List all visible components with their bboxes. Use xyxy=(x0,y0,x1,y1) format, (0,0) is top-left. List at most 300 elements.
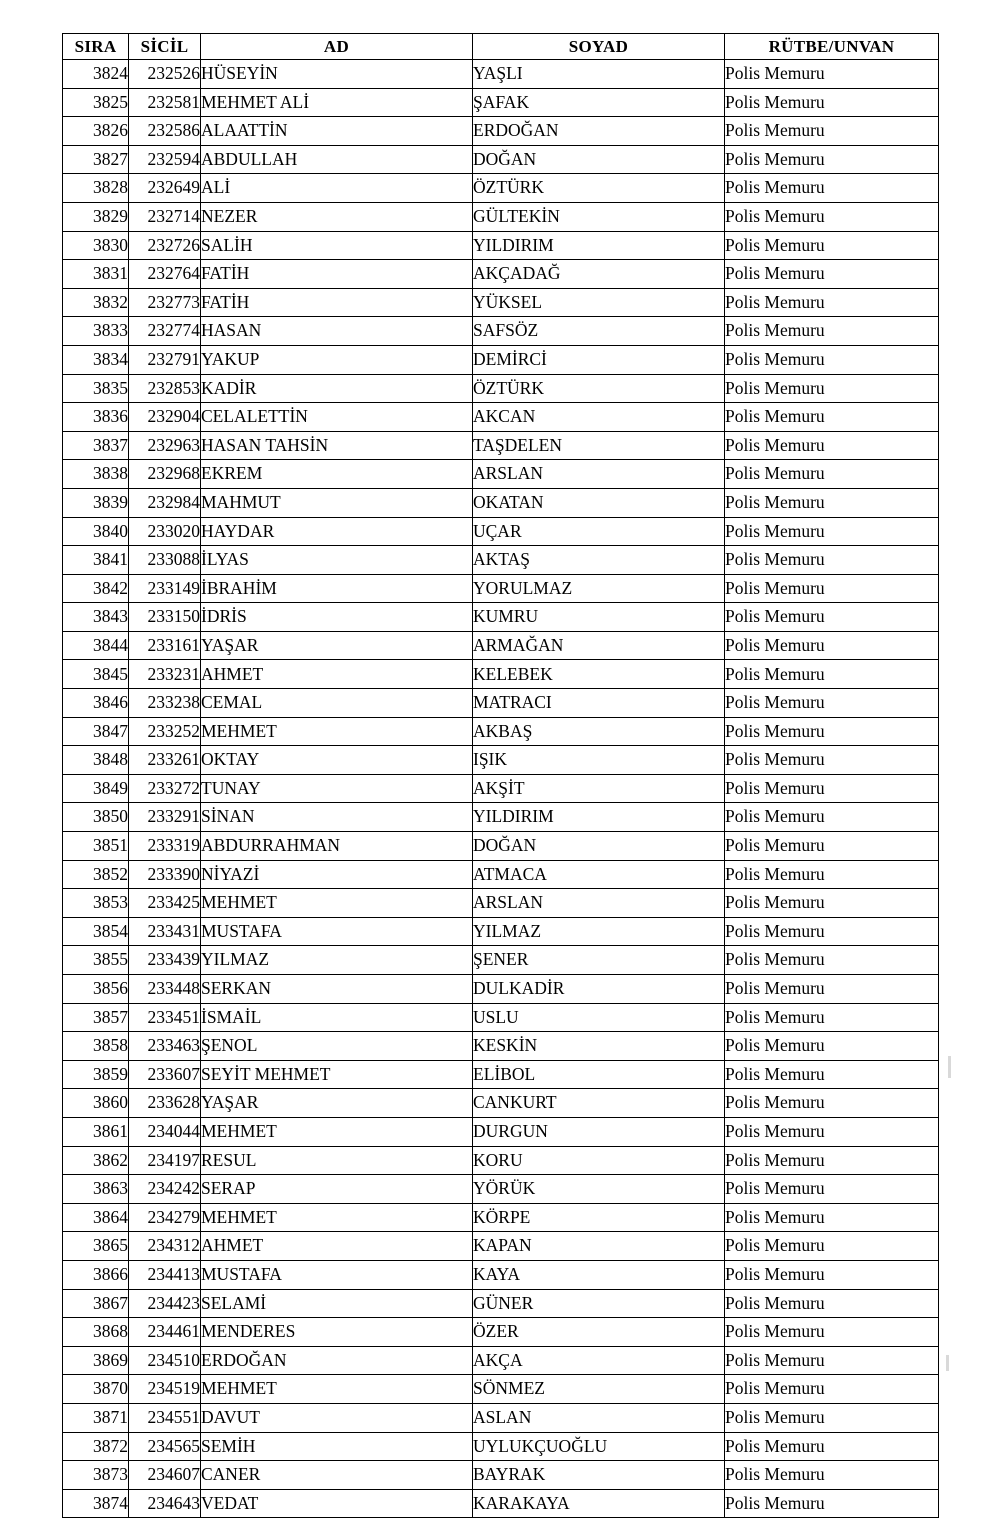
cell-sira: 3842 xyxy=(63,574,129,603)
table-row xyxy=(63,546,939,575)
cell-rutbe: Polis Memuru xyxy=(725,1289,939,1318)
table-row xyxy=(63,746,939,775)
cell-ad: HASAN TAHSİN xyxy=(201,431,473,460)
cell-ad: AHMET xyxy=(201,660,473,689)
cell-ad: MUSTAFA xyxy=(201,1260,473,1289)
cell-sira: 3852 xyxy=(63,860,129,889)
cell-soyad: GÜLTEKİN xyxy=(473,202,725,231)
cell-rutbe: Polis Memuru xyxy=(725,546,939,575)
cell-soyad: ÖZTÜRK xyxy=(473,374,725,403)
cell-soyad: IŞIK xyxy=(473,746,725,775)
cell-sicil: 233291 xyxy=(129,803,201,832)
table-row xyxy=(63,1375,939,1404)
cell-ad: ŞENOL xyxy=(201,1032,473,1061)
cell-sicil: 232963 xyxy=(129,431,201,460)
cell-sira: 3859 xyxy=(63,1060,129,1089)
cell-sira: 3873 xyxy=(63,1461,129,1490)
cell-sicil: 233150 xyxy=(129,603,201,632)
cell-soyad: YILMAZ xyxy=(473,917,725,946)
cell-soyad: AKÇA xyxy=(473,1346,725,1375)
cell-soyad: YILDIRIM xyxy=(473,803,725,832)
cell-ad: YAKUP xyxy=(201,345,473,374)
cell-ad: SELAMİ xyxy=(201,1289,473,1318)
cell-sira: 3865 xyxy=(63,1232,129,1261)
cell-rutbe: Polis Memuru xyxy=(725,832,939,861)
cell-sira: 3856 xyxy=(63,975,129,1004)
roster-table xyxy=(62,33,939,1518)
cell-sicil: 232904 xyxy=(129,403,201,432)
table-row xyxy=(63,60,939,89)
cell-rutbe: Polis Memuru xyxy=(725,88,939,117)
cell-rutbe: Polis Memuru xyxy=(725,231,939,260)
cell-ad: ALİ xyxy=(201,174,473,203)
cell-ad: RESUL xyxy=(201,1146,473,1175)
cell-soyad: ERDOĞAN xyxy=(473,117,725,146)
table-row xyxy=(63,374,939,403)
cell-ad: SERKAN xyxy=(201,975,473,1004)
table-row xyxy=(63,803,939,832)
table-row xyxy=(63,1089,939,1118)
cell-soyad: DOĞAN xyxy=(473,145,725,174)
cell-ad: SALİH xyxy=(201,231,473,260)
cell-sira: 3869 xyxy=(63,1346,129,1375)
cell-ad: TUNAY xyxy=(201,774,473,803)
cell-rutbe: Polis Memuru xyxy=(725,431,939,460)
cell-sira: 3828 xyxy=(63,174,129,203)
cell-sira: 3834 xyxy=(63,345,129,374)
cell-sicil: 232773 xyxy=(129,288,201,317)
cell-soyad: DEMİRCİ xyxy=(473,345,725,374)
cell-sira: 3860 xyxy=(63,1089,129,1118)
cell-ad: MUSTAFA xyxy=(201,917,473,946)
cell-sira: 3849 xyxy=(63,774,129,803)
cell-ad: İDRİS xyxy=(201,603,473,632)
column-header-soyad: SOYAD xyxy=(473,34,725,60)
cell-rutbe: Polis Memuru xyxy=(725,717,939,746)
cell-soyad: YAŞLI xyxy=(473,60,725,89)
cell-ad: SİNAN xyxy=(201,803,473,832)
cell-sicil: 233431 xyxy=(129,917,201,946)
cell-sira: 3833 xyxy=(63,317,129,346)
cell-sicil: 233390 xyxy=(129,860,201,889)
cell-sicil: 234413 xyxy=(129,1260,201,1289)
cell-sicil: 233231 xyxy=(129,660,201,689)
cell-soyad: CANKURT xyxy=(473,1089,725,1118)
cell-ad: ABDULLAH xyxy=(201,145,473,174)
cell-soyad: KORU xyxy=(473,1146,725,1175)
cell-rutbe: Polis Memuru xyxy=(725,803,939,832)
cell-sira: 3872 xyxy=(63,1432,129,1461)
table-row xyxy=(63,689,939,718)
table-row xyxy=(63,260,939,289)
cell-soyad: MATRACI xyxy=(473,689,725,718)
cell-sira: 3862 xyxy=(63,1146,129,1175)
cell-sira: 3867 xyxy=(63,1289,129,1318)
table-row xyxy=(63,631,939,660)
table-row xyxy=(63,345,939,374)
table-row xyxy=(63,832,939,861)
cell-ad: FATİH xyxy=(201,260,473,289)
cell-sira: 3836 xyxy=(63,403,129,432)
cell-sicil: 234607 xyxy=(129,1461,201,1490)
cell-sicil: 232586 xyxy=(129,117,201,146)
cell-soyad: KELEBEK xyxy=(473,660,725,689)
cell-sira: 3853 xyxy=(63,889,129,918)
cell-soyad: KÖRPE xyxy=(473,1203,725,1232)
table-row xyxy=(63,1403,939,1432)
table-row xyxy=(63,231,939,260)
table-row xyxy=(63,288,939,317)
cell-ad: YILMAZ xyxy=(201,946,473,975)
cell-rutbe: Polis Memuru xyxy=(725,946,939,975)
cell-rutbe: Polis Memuru xyxy=(725,1203,939,1232)
cell-rutbe: Polis Memuru xyxy=(725,145,939,174)
cell-soyad: YÜKSEL xyxy=(473,288,725,317)
cell-ad: İSMAİL xyxy=(201,1003,473,1032)
cell-sicil: 234197 xyxy=(129,1146,201,1175)
column-header-rutbe: RÜTBE/UNVAN xyxy=(725,34,939,60)
cell-sira: 3863 xyxy=(63,1175,129,1204)
cell-sira: 3827 xyxy=(63,145,129,174)
cell-soyad: ÖZER xyxy=(473,1318,725,1347)
table-row xyxy=(63,1432,939,1461)
cell-sicil: 233451 xyxy=(129,1003,201,1032)
cell-sira: 3874 xyxy=(63,1489,129,1518)
cell-rutbe: Polis Memuru xyxy=(725,374,939,403)
table-row xyxy=(63,975,939,1004)
cell-sicil: 234565 xyxy=(129,1432,201,1461)
cell-rutbe: Polis Memuru xyxy=(725,260,939,289)
cell-soyad: OKATAN xyxy=(473,488,725,517)
cell-sicil: 233439 xyxy=(129,946,201,975)
cell-sicil: 232853 xyxy=(129,374,201,403)
cell-ad: EKREM xyxy=(201,460,473,489)
cell-rutbe: Polis Memuru xyxy=(725,288,939,317)
cell-soyad: AKŞİT xyxy=(473,774,725,803)
cell-soyad: DULKADİR xyxy=(473,975,725,1004)
table-row xyxy=(63,1489,939,1518)
cell-soyad: ASLAN xyxy=(473,1403,725,1432)
cell-soyad: TAŞDELEN xyxy=(473,431,725,460)
cell-sicil: 232968 xyxy=(129,460,201,489)
cell-soyad: AKÇADAĞ xyxy=(473,260,725,289)
cell-rutbe: Polis Memuru xyxy=(725,1175,939,1204)
cell-sira: 3845 xyxy=(63,660,129,689)
cell-rutbe: Polis Memuru xyxy=(725,345,939,374)
table-row xyxy=(63,117,939,146)
cell-sicil: 234279 xyxy=(129,1203,201,1232)
cell-ad: İBRAHİM xyxy=(201,574,473,603)
cell-sicil: 233628 xyxy=(129,1089,201,1118)
table-row xyxy=(63,1003,939,1032)
cell-soyad: AKCAN xyxy=(473,403,725,432)
cell-ad: CELALETTİN xyxy=(201,403,473,432)
cell-sira: 3843 xyxy=(63,603,129,632)
cell-sira: 3830 xyxy=(63,231,129,260)
cell-ad: MENDERES xyxy=(201,1318,473,1347)
table-row xyxy=(63,574,939,603)
cell-sicil: 234423 xyxy=(129,1289,201,1318)
cell-sira: 3824 xyxy=(63,60,129,89)
cell-sira: 3868 xyxy=(63,1318,129,1347)
cell-rutbe: Polis Memuru xyxy=(725,689,939,718)
table-row xyxy=(63,660,939,689)
table-row xyxy=(63,1175,939,1204)
table-row xyxy=(63,317,939,346)
cell-ad: AHMET xyxy=(201,1232,473,1261)
table-row xyxy=(63,1203,939,1232)
cell-sira: 3858 xyxy=(63,1032,129,1061)
cell-ad: HAYDAR xyxy=(201,517,473,546)
cell-sicil: 232791 xyxy=(129,345,201,374)
cell-ad: FATİH xyxy=(201,288,473,317)
cell-rutbe: Polis Memuru xyxy=(725,1032,939,1061)
cell-sira: 3851 xyxy=(63,832,129,861)
cell-sira: 3838 xyxy=(63,460,129,489)
cell-sicil: 234242 xyxy=(129,1175,201,1204)
cell-sira: 3854 xyxy=(63,917,129,946)
cell-sicil: 233238 xyxy=(129,689,201,718)
cell-sira: 3835 xyxy=(63,374,129,403)
cell-rutbe: Polis Memuru xyxy=(725,1060,939,1089)
cell-ad: NİYAZİ xyxy=(201,860,473,889)
cell-ad: MEHMET xyxy=(201,889,473,918)
cell-rutbe: Polis Memuru xyxy=(725,1432,939,1461)
cell-sira: 3866 xyxy=(63,1260,129,1289)
cell-soyad: KAPAN xyxy=(473,1232,725,1261)
cell-soyad: SÖNMEZ xyxy=(473,1375,725,1404)
cell-sira: 3825 xyxy=(63,88,129,117)
cell-rutbe: Polis Memuru xyxy=(725,403,939,432)
cell-soyad: ELİBOL xyxy=(473,1060,725,1089)
cell-sira: 3847 xyxy=(63,717,129,746)
table-row xyxy=(63,1346,939,1375)
cell-rutbe: Polis Memuru xyxy=(725,631,939,660)
cell-soyad: DURGUN xyxy=(473,1117,725,1146)
cell-ad: KADİR xyxy=(201,374,473,403)
cell-soyad: GÜNER xyxy=(473,1289,725,1318)
cell-rutbe: Polis Memuru xyxy=(725,1461,939,1490)
cell-sicil: 232774 xyxy=(129,317,201,346)
cell-ad: ALAATTİN xyxy=(201,117,473,146)
cell-sicil: 232594 xyxy=(129,145,201,174)
cell-sira: 3848 xyxy=(63,746,129,775)
cell-ad: SERAP xyxy=(201,1175,473,1204)
table-row xyxy=(63,202,939,231)
table-row xyxy=(63,1032,939,1061)
cell-sicil: 233319 xyxy=(129,832,201,861)
cell-ad: ABDURRAHMAN xyxy=(201,832,473,861)
cell-ad: ERDOĞAN xyxy=(201,1346,473,1375)
table-row xyxy=(63,517,939,546)
cell-sira: 3864 xyxy=(63,1203,129,1232)
cell-sira: 3841 xyxy=(63,546,129,575)
cell-sira: 3857 xyxy=(63,1003,129,1032)
cell-soyad: KARAKAYA xyxy=(473,1489,725,1518)
cell-soyad: ŞAFAK xyxy=(473,88,725,117)
cell-soyad: BAYRAK xyxy=(473,1461,725,1490)
table-row xyxy=(63,460,939,489)
cell-rutbe: Polis Memuru xyxy=(725,202,939,231)
cell-sicil: 233149 xyxy=(129,574,201,603)
cell-soyad: ÖZTÜRK xyxy=(473,174,725,203)
cell-sicil: 234510 xyxy=(129,1346,201,1375)
cell-rutbe: Polis Memuru xyxy=(725,1403,939,1432)
table-row xyxy=(63,1232,939,1261)
cell-soyad: AKBAŞ xyxy=(473,717,725,746)
table-row xyxy=(63,889,939,918)
cell-sira: 3831 xyxy=(63,260,129,289)
cell-ad: İLYAS xyxy=(201,546,473,575)
table-row xyxy=(63,145,939,174)
document-page xyxy=(62,33,938,1518)
cell-ad: NEZER xyxy=(201,202,473,231)
table-row xyxy=(63,1060,939,1089)
cell-sira: 3861 xyxy=(63,1117,129,1146)
cell-rutbe: Polis Memuru xyxy=(725,746,939,775)
cell-ad: HÜSEYİN xyxy=(201,60,473,89)
cell-sicil: 232984 xyxy=(129,488,201,517)
cell-sira: 3855 xyxy=(63,946,129,975)
cell-ad: YAŞAR xyxy=(201,631,473,660)
table-row xyxy=(63,1318,939,1347)
scan-artifact xyxy=(948,1056,951,1078)
cell-rutbe: Polis Memuru xyxy=(725,917,939,946)
cell-sicil: 234519 xyxy=(129,1375,201,1404)
cell-sira: 3844 xyxy=(63,631,129,660)
cell-ad: VEDAT xyxy=(201,1489,473,1518)
table-row xyxy=(63,88,939,117)
cell-ad: MEHMET xyxy=(201,1203,473,1232)
cell-sicil: 232714 xyxy=(129,202,201,231)
cell-soyad: ŞENER xyxy=(473,946,725,975)
table-row xyxy=(63,174,939,203)
cell-sicil: 233463 xyxy=(129,1032,201,1061)
table-row xyxy=(63,603,939,632)
cell-soyad: YÖRÜK xyxy=(473,1175,725,1204)
table-row xyxy=(63,1146,939,1175)
cell-soyad: ARSLAN xyxy=(473,889,725,918)
cell-rutbe: Polis Memuru xyxy=(725,889,939,918)
cell-sira: 3850 xyxy=(63,803,129,832)
cell-rutbe: Polis Memuru xyxy=(725,1117,939,1146)
cell-rutbe: Polis Memuru xyxy=(725,975,939,1004)
table-row xyxy=(63,774,939,803)
table-row xyxy=(63,431,939,460)
table-row xyxy=(63,917,939,946)
cell-sira: 3829 xyxy=(63,202,129,231)
column-header-sira: SIRA xyxy=(63,34,129,60)
cell-rutbe: Polis Memuru xyxy=(725,860,939,889)
table-row xyxy=(63,1117,939,1146)
cell-sicil: 233088 xyxy=(129,546,201,575)
cell-ad: MAHMUT xyxy=(201,488,473,517)
table-row xyxy=(63,717,939,746)
cell-sira: 3832 xyxy=(63,288,129,317)
cell-ad: CANER xyxy=(201,1461,473,1490)
cell-ad: YAŞAR xyxy=(201,1089,473,1118)
cell-sicil: 234551 xyxy=(129,1403,201,1432)
cell-ad: SEMİH xyxy=(201,1432,473,1461)
cell-rutbe: Polis Memuru xyxy=(725,1489,939,1518)
cell-sicil: 233020 xyxy=(129,517,201,546)
table-row xyxy=(63,488,939,517)
column-header-sicil: SİCİL xyxy=(129,34,201,60)
cell-sicil: 232581 xyxy=(129,88,201,117)
cell-rutbe: Polis Memuru xyxy=(725,1346,939,1375)
cell-rutbe: Polis Memuru xyxy=(725,1003,939,1032)
cell-sicil: 233425 xyxy=(129,889,201,918)
table-row xyxy=(63,403,939,432)
cell-rutbe: Polis Memuru xyxy=(725,1260,939,1289)
cell-sicil: 234044 xyxy=(129,1117,201,1146)
cell-rutbe: Polis Memuru xyxy=(725,1146,939,1175)
cell-soyad: ARMAĞAN xyxy=(473,631,725,660)
cell-rutbe: Polis Memuru xyxy=(725,460,939,489)
cell-rutbe: Polis Memuru xyxy=(725,1089,939,1118)
cell-ad: OKTAY xyxy=(201,746,473,775)
cell-sicil: 232726 xyxy=(129,231,201,260)
cell-sira: 3871 xyxy=(63,1403,129,1432)
cell-rutbe: Polis Memuru xyxy=(725,1375,939,1404)
table-row xyxy=(63,860,939,889)
cell-sicil: 232526 xyxy=(129,60,201,89)
cell-soyad: KUMRU xyxy=(473,603,725,632)
cell-sira: 3840 xyxy=(63,517,129,546)
cell-soyad: SAFSÖZ xyxy=(473,317,725,346)
cell-soyad: USLU xyxy=(473,1003,725,1032)
cell-sira: 3846 xyxy=(63,689,129,718)
cell-rutbe: Polis Memuru xyxy=(725,174,939,203)
cell-ad: SEYİT MEHMET xyxy=(201,1060,473,1089)
cell-sira: 3839 xyxy=(63,488,129,517)
cell-ad: DAVUT xyxy=(201,1403,473,1432)
cell-soyad: KAYA xyxy=(473,1260,725,1289)
cell-sicil: 234643 xyxy=(129,1489,201,1518)
cell-soyad: UÇAR xyxy=(473,517,725,546)
cell-sicil: 233448 xyxy=(129,975,201,1004)
cell-rutbe: Polis Memuru xyxy=(725,117,939,146)
column-header-ad: AD xyxy=(201,34,473,60)
cell-ad: MEHMET ALİ xyxy=(201,88,473,117)
scan-artifact xyxy=(946,1355,949,1371)
cell-ad: CEMAL xyxy=(201,689,473,718)
cell-soyad: ATMACA xyxy=(473,860,725,889)
cell-soyad: ARSLAN xyxy=(473,460,725,489)
cell-ad: MEHMET xyxy=(201,1375,473,1404)
cell-sicil: 233161 xyxy=(129,631,201,660)
cell-soyad: UYLUKÇUOĞLU xyxy=(473,1432,725,1461)
cell-rutbe: Polis Memuru xyxy=(725,60,939,89)
table-row xyxy=(63,946,939,975)
cell-sicil: 233261 xyxy=(129,746,201,775)
cell-sicil: 234461 xyxy=(129,1318,201,1347)
cell-rutbe: Polis Memuru xyxy=(725,488,939,517)
cell-ad: MEHMET xyxy=(201,1117,473,1146)
table-row xyxy=(63,1260,939,1289)
cell-soyad: AKTAŞ xyxy=(473,546,725,575)
cell-soyad: KESKİN xyxy=(473,1032,725,1061)
roster-table-body xyxy=(63,60,939,1518)
cell-soyad: YORULMAZ xyxy=(473,574,725,603)
cell-rutbe: Polis Memuru xyxy=(725,660,939,689)
cell-rutbe: Polis Memuru xyxy=(725,517,939,546)
cell-rutbe: Polis Memuru xyxy=(725,1232,939,1261)
cell-rutbe: Polis Memuru xyxy=(725,774,939,803)
cell-rutbe: Polis Memuru xyxy=(725,1318,939,1347)
cell-sira: 3837 xyxy=(63,431,129,460)
cell-sicil: 232649 xyxy=(129,174,201,203)
